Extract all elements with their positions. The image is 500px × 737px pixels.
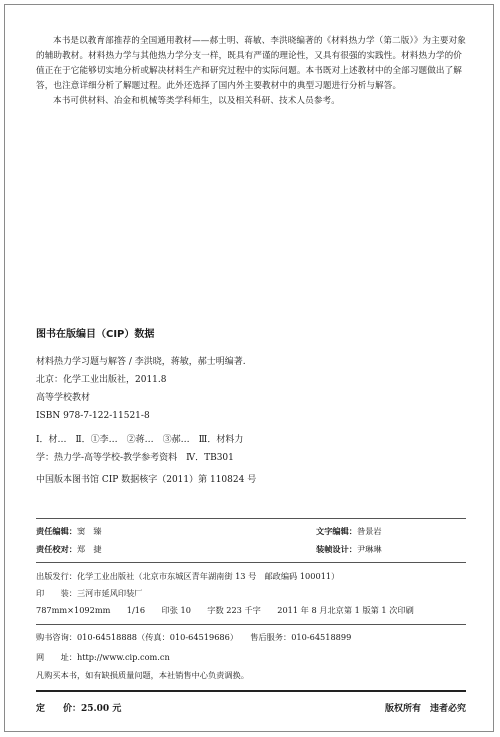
cip-isbn-line: ISBN 978-7-122-11521-8 — [36, 411, 150, 421]
divider-middle — [36, 562, 466, 563]
responsible-editor — [36, 526, 102, 537]
cip-title-line: 材料热力学习题与解答 / 李洪晓，蒋敏，郝士明编著. — [36, 357, 246, 367]
cip-publisher-line: 北京：化学工业出版社，2011.8 — [36, 375, 167, 385]
purchase-contact: 购书咨询：010-64518888（传真：010-64519686） 售后服务：010-64518899 — [36, 632, 352, 642]
responsible-proofreader — [36, 544, 102, 555]
return-notice: 凡购买本书，如有缺损质量问题，本社销售中心负责调换。 — [36, 670, 249, 680]
printer-info: 印 装：三河市延风印装厂 — [36, 588, 143, 598]
website-info: 网 址：http://www.cip.com.cn — [36, 652, 170, 662]
intro-paragraph-1: 本书是以教育部推荐的全国通用教材——郝士明、蒋敏、李洪晓编著的《材料热力学（第二版）》为主要对象的辅助教材。材料热力学与其他热力学分支一样，既具有严谨的理论性，又具有很强的实践性。材料热力学的价值正在于它能够切实地分析或解决材料生产和研究过程中的实际问题。本书既对上述教材中的全部习题做出了解答，也注意详细分析了解题过程。此外还选择了国内外主要教材中的典型习题进行分析与解答。 — [36, 36, 467, 91]
divider-lower — [36, 624, 466, 625]
cip-heading: 图书在版编目（CIP）数据 — [36, 329, 155, 340]
responsible-editor-label: 责任编辑： — [36, 526, 77, 536]
book-introduction — [36, 34, 468, 109]
copyright-notice: 版权所有 违者必究 — [384, 704, 466, 714]
print-specs: 787mm×1092mm 1/16 印张 10 字数 223 千字 2011 年 8 月北京第 1 版第 1 次印刷 — [36, 605, 414, 615]
cover-designer-label: 装帧设计： — [316, 544, 357, 554]
divider-top — [36, 518, 466, 519]
responsible-editor-value: 窦 臻 — [76, 526, 102, 536]
publisher-info: 出版发行：化学工业出版社（北京市东城区青年湖南街 13 号 邮政编码 100011） — [36, 571, 340, 581]
cover-designer-value: 尹琳琳 — [356, 544, 382, 554]
cip-classification-line-2: 学：热力学-高等学校-教学参考资料 Ⅳ．TB301 — [36, 453, 234, 463]
cip-data-block — [36, 325, 476, 489]
cover-designer — [316, 544, 382, 555]
text-editor-label: 文字编辑： — [316, 526, 357, 536]
intro-paragraph-2: 本书可供材料、冶金和机械等类学科师生，以及相关科研、技术人员参考。 — [53, 96, 340, 106]
price: 定 价：25.00 元 — [36, 704, 122, 714]
divider-bottom — [36, 690, 466, 692]
cip-series-line: 高等学校教材 — [36, 393, 91, 403]
text-editor-value: 昝景岩 — [356, 526, 382, 536]
responsible-proofreader-label: 责任校对： — [36, 544, 77, 554]
cip-record-number: 中国版本图书馆 CIP 数据核字（2011）第 110824 号 — [36, 475, 257, 485]
text-editor — [316, 526, 382, 537]
cip-classification-line-1: Ⅰ．材… Ⅱ．①李… ②蒋… ③郝… Ⅲ．材料力 — [36, 435, 244, 445]
responsible-proofreader-value: 郑 捷 — [76, 544, 102, 554]
